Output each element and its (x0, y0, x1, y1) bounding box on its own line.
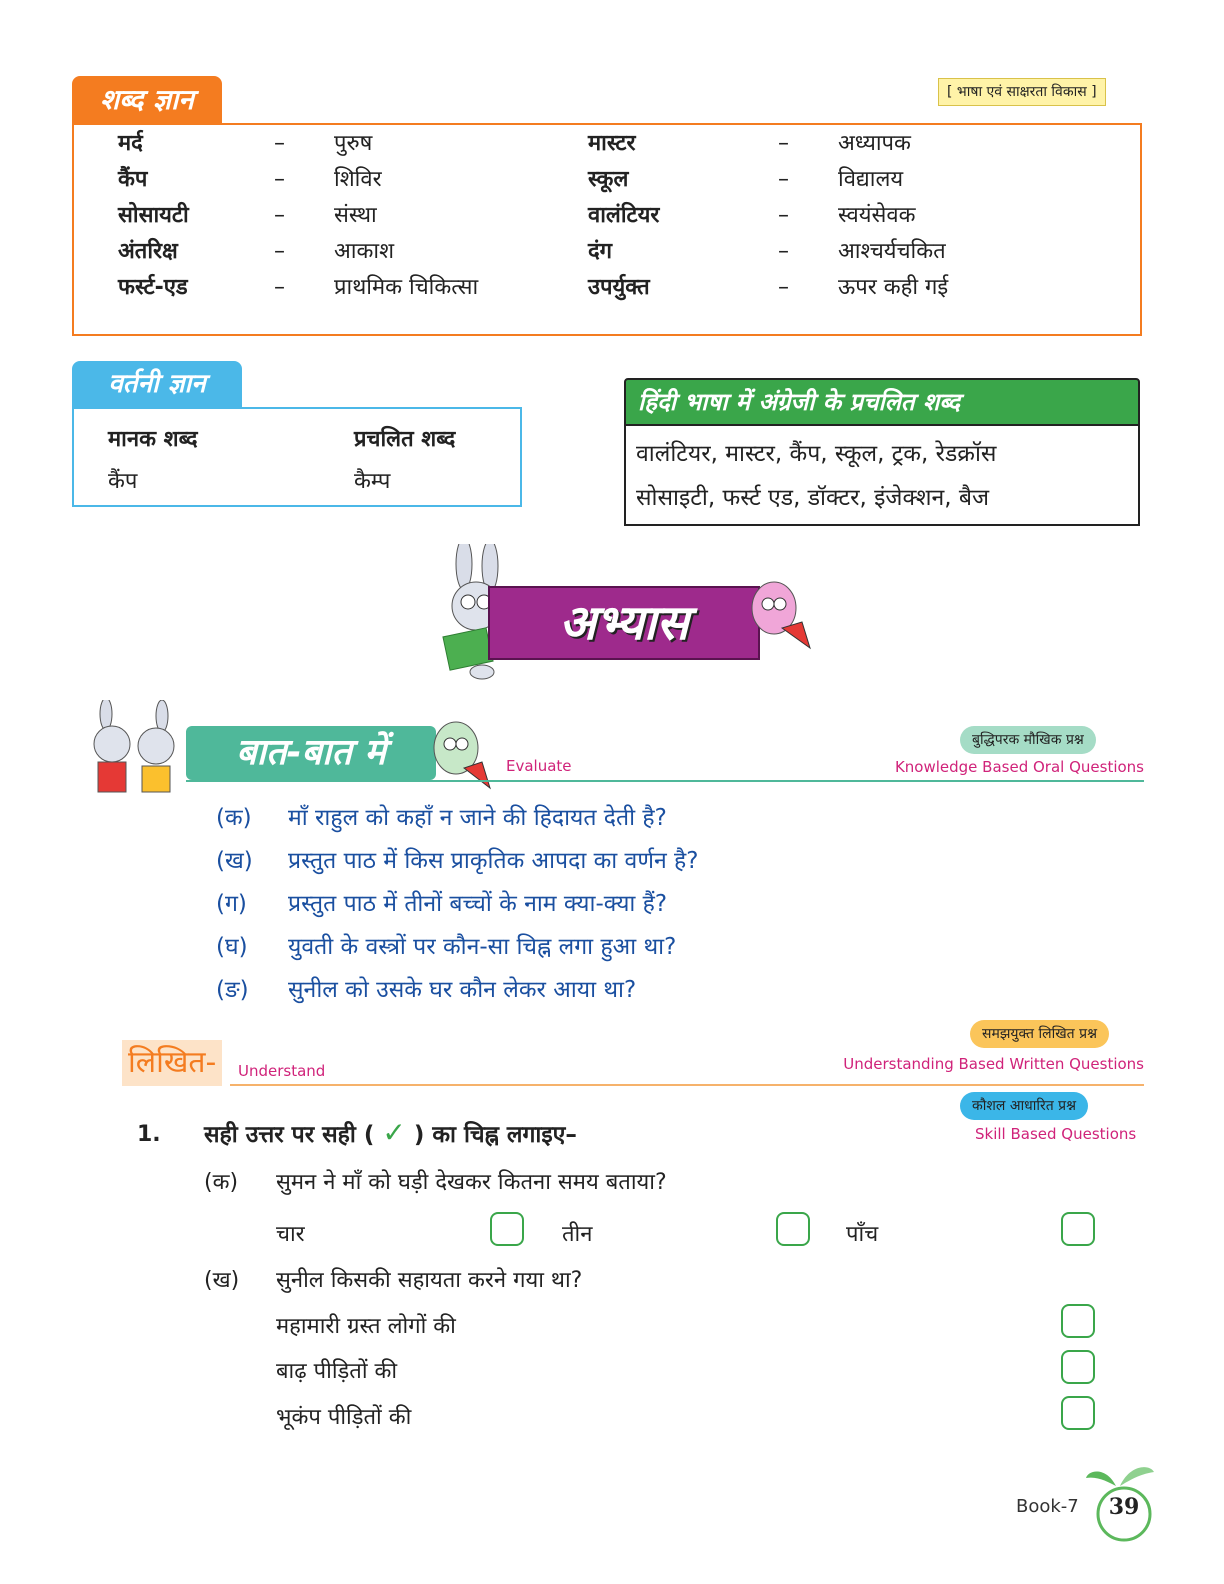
skill-questions-en: Skill Based Questions (975, 1125, 1137, 1143)
question-number: (ख) (216, 848, 253, 874)
word-row (118, 199, 558, 233)
option-label: पाँच (846, 1222, 879, 1247)
standard-heading: मानक शब्द (108, 427, 198, 452)
question-instruction (204, 1116, 577, 1149)
option-label: चार (276, 1222, 305, 1247)
word: वालंटियर (588, 203, 660, 228)
question-number: (घ) (216, 934, 248, 960)
option-label: तीन (562, 1222, 593, 1247)
dash: – (778, 203, 789, 228)
option-label: महामारी ग्रस्त लोगों की (276, 1314, 456, 1339)
word-row (588, 163, 1108, 197)
vartani-gyan-box (72, 407, 522, 507)
meaning: आकाश (334, 239, 395, 264)
literacy-tag: [ भाषा एवं साक्षरता विकास ] (938, 78, 1106, 106)
dash: – (274, 239, 285, 264)
instruction-text: सही उत्तर पर सही ( (204, 1122, 375, 1148)
question-text: सुनील को उसके घर कौन लेकर आया था? (288, 977, 637, 1003)
prachlit-title: हिंदी भाषा में अंग्रेजी के प्रचलित शब्द (624, 378, 1140, 426)
shabd-gyan-title: शब्द ज्ञान (72, 76, 222, 124)
tick-icon: ✓ (382, 1116, 406, 1149)
dash: – (274, 131, 285, 156)
word-row (588, 235, 1108, 269)
question-text: सुमन ने माँ को घड़ी देखकर कितना समय बताया? (276, 1170, 667, 1195)
prachlit-line: वालंटियर, मास्टर, कैंप, स्कूल, ट्रक, रेडक्रॉस (636, 441, 997, 467)
option-label: बाढ़ पीड़ितों की (276, 1359, 398, 1384)
question-text: युवती के वस्त्रों पर कौन-सा चिह्न लगा हुआ था? (288, 934, 677, 960)
pencil-character-pink (744, 578, 816, 654)
meaning: अध्यापक (838, 131, 911, 156)
option-label: भूकंप पीड़ितों की (276, 1405, 412, 1430)
word: अंतरिक्ष (118, 239, 178, 264)
meaning: स्वयंसेवक (838, 203, 916, 228)
answer-checkbox[interactable] (490, 1212, 524, 1246)
word-row (118, 127, 558, 161)
meaning: शिविर (334, 167, 382, 192)
vartani-gyan-title: वर्तनी ज्ञान (72, 361, 242, 407)
abhyas-banner: अभ्यास (488, 586, 760, 660)
word-row (588, 127, 1108, 161)
word: स्कूल (588, 167, 629, 192)
answer-checkbox[interactable] (1061, 1304, 1095, 1338)
word-row (588, 199, 1108, 233)
shabd-gyan-box (72, 123, 1142, 336)
word: मास्टर (588, 131, 636, 156)
word: फर्स्ट-एड (118, 275, 188, 300)
oral-questions-en: Knowledge Based Oral Questions (894, 758, 1144, 776)
question-number: (ङ) (216, 977, 249, 1003)
oral-questions-pill: बुद्धिपरक मौखिक प्रश्न (960, 726, 1096, 754)
meaning: आश्चर्यचकित (838, 239, 946, 264)
likhit-title: लिखित- (122, 1040, 222, 1086)
question-number: 1. (137, 1122, 161, 1147)
dash: – (778, 239, 789, 264)
prachlit-box (624, 424, 1140, 526)
word-row (588, 271, 1108, 305)
meaning: संस्था (334, 203, 377, 228)
book-label: Book-7 (1016, 1496, 1079, 1517)
question-number: (क) (216, 805, 252, 831)
common-word: कैम्प (354, 469, 391, 494)
question-text: प्रस्तुत पाठ में तीनों बच्चों के नाम क्या-क्या हैं? (288, 891, 668, 917)
evaluate-label: Evaluate (506, 757, 572, 775)
written-questions-en: Understanding Based Written Questions (843, 1055, 1144, 1073)
skill-questions-pill: कौशल आधारित प्रश्न (960, 1092, 1088, 1120)
dash: – (274, 275, 285, 300)
word: कैंप (118, 167, 148, 192)
understand-label: Understand (238, 1062, 326, 1080)
answer-checkbox[interactable] (1061, 1396, 1095, 1430)
sub-question (204, 1166, 667, 1196)
baat-baat-title: बात-बात में (186, 726, 436, 780)
dash: – (778, 131, 789, 156)
word-row (118, 163, 558, 197)
instruction-text: ) का चिह्न लगाइए– (413, 1122, 577, 1148)
word: दंग (588, 239, 613, 264)
word-row (118, 235, 558, 269)
dash: – (778, 167, 789, 192)
dash: – (274, 203, 285, 228)
question-text: सुनील किसकी सहायता करने गया था? (276, 1268, 583, 1293)
meaning: पुरुष (334, 131, 373, 156)
common-heading: प्रचलित शब्द (354, 427, 456, 452)
section-rule (230, 1084, 1144, 1086)
answer-checkbox[interactable] (776, 1212, 810, 1246)
standard-word: कैंप (108, 469, 138, 494)
page-number: 39 (1108, 1494, 1140, 1520)
dash: – (274, 167, 285, 192)
question-number: (ग) (216, 891, 247, 917)
word: मर्द (118, 131, 143, 156)
meaning: ऊपर कही गई (838, 275, 949, 300)
word-row (118, 271, 558, 305)
answer-checkbox[interactable] (1061, 1212, 1095, 1246)
sub-question (204, 1264, 583, 1294)
question-text: प्रस्तुत पाठ में किस प्राकृतिक आपदा का वर्णन है? (288, 848, 699, 874)
question-number: (क) (204, 1170, 239, 1195)
meaning: विद्यालय (838, 167, 904, 192)
meaning: प्राथमिक चिकित्सा (334, 275, 479, 300)
word: सोसायटी (118, 203, 189, 228)
question-number: (ख) (204, 1268, 240, 1293)
pencil-character-green (426, 718, 496, 794)
prachlit-line: सोसाइटी, फर्स्ट एड, डॉक्टर, इंजेक्शन, बैज (636, 485, 990, 511)
two-rabbits-illustration (78, 700, 188, 804)
answer-checkbox[interactable] (1061, 1350, 1095, 1384)
section-rule (186, 780, 1144, 782)
word: उपर्युक्त (588, 275, 650, 300)
written-questions-pill: समझयुक्त लिखित प्रश्न (970, 1020, 1109, 1048)
question-text: माँ राहुल को कहाँ न जाने की हिदायत देती है? (288, 805, 667, 831)
dash: – (778, 275, 789, 300)
